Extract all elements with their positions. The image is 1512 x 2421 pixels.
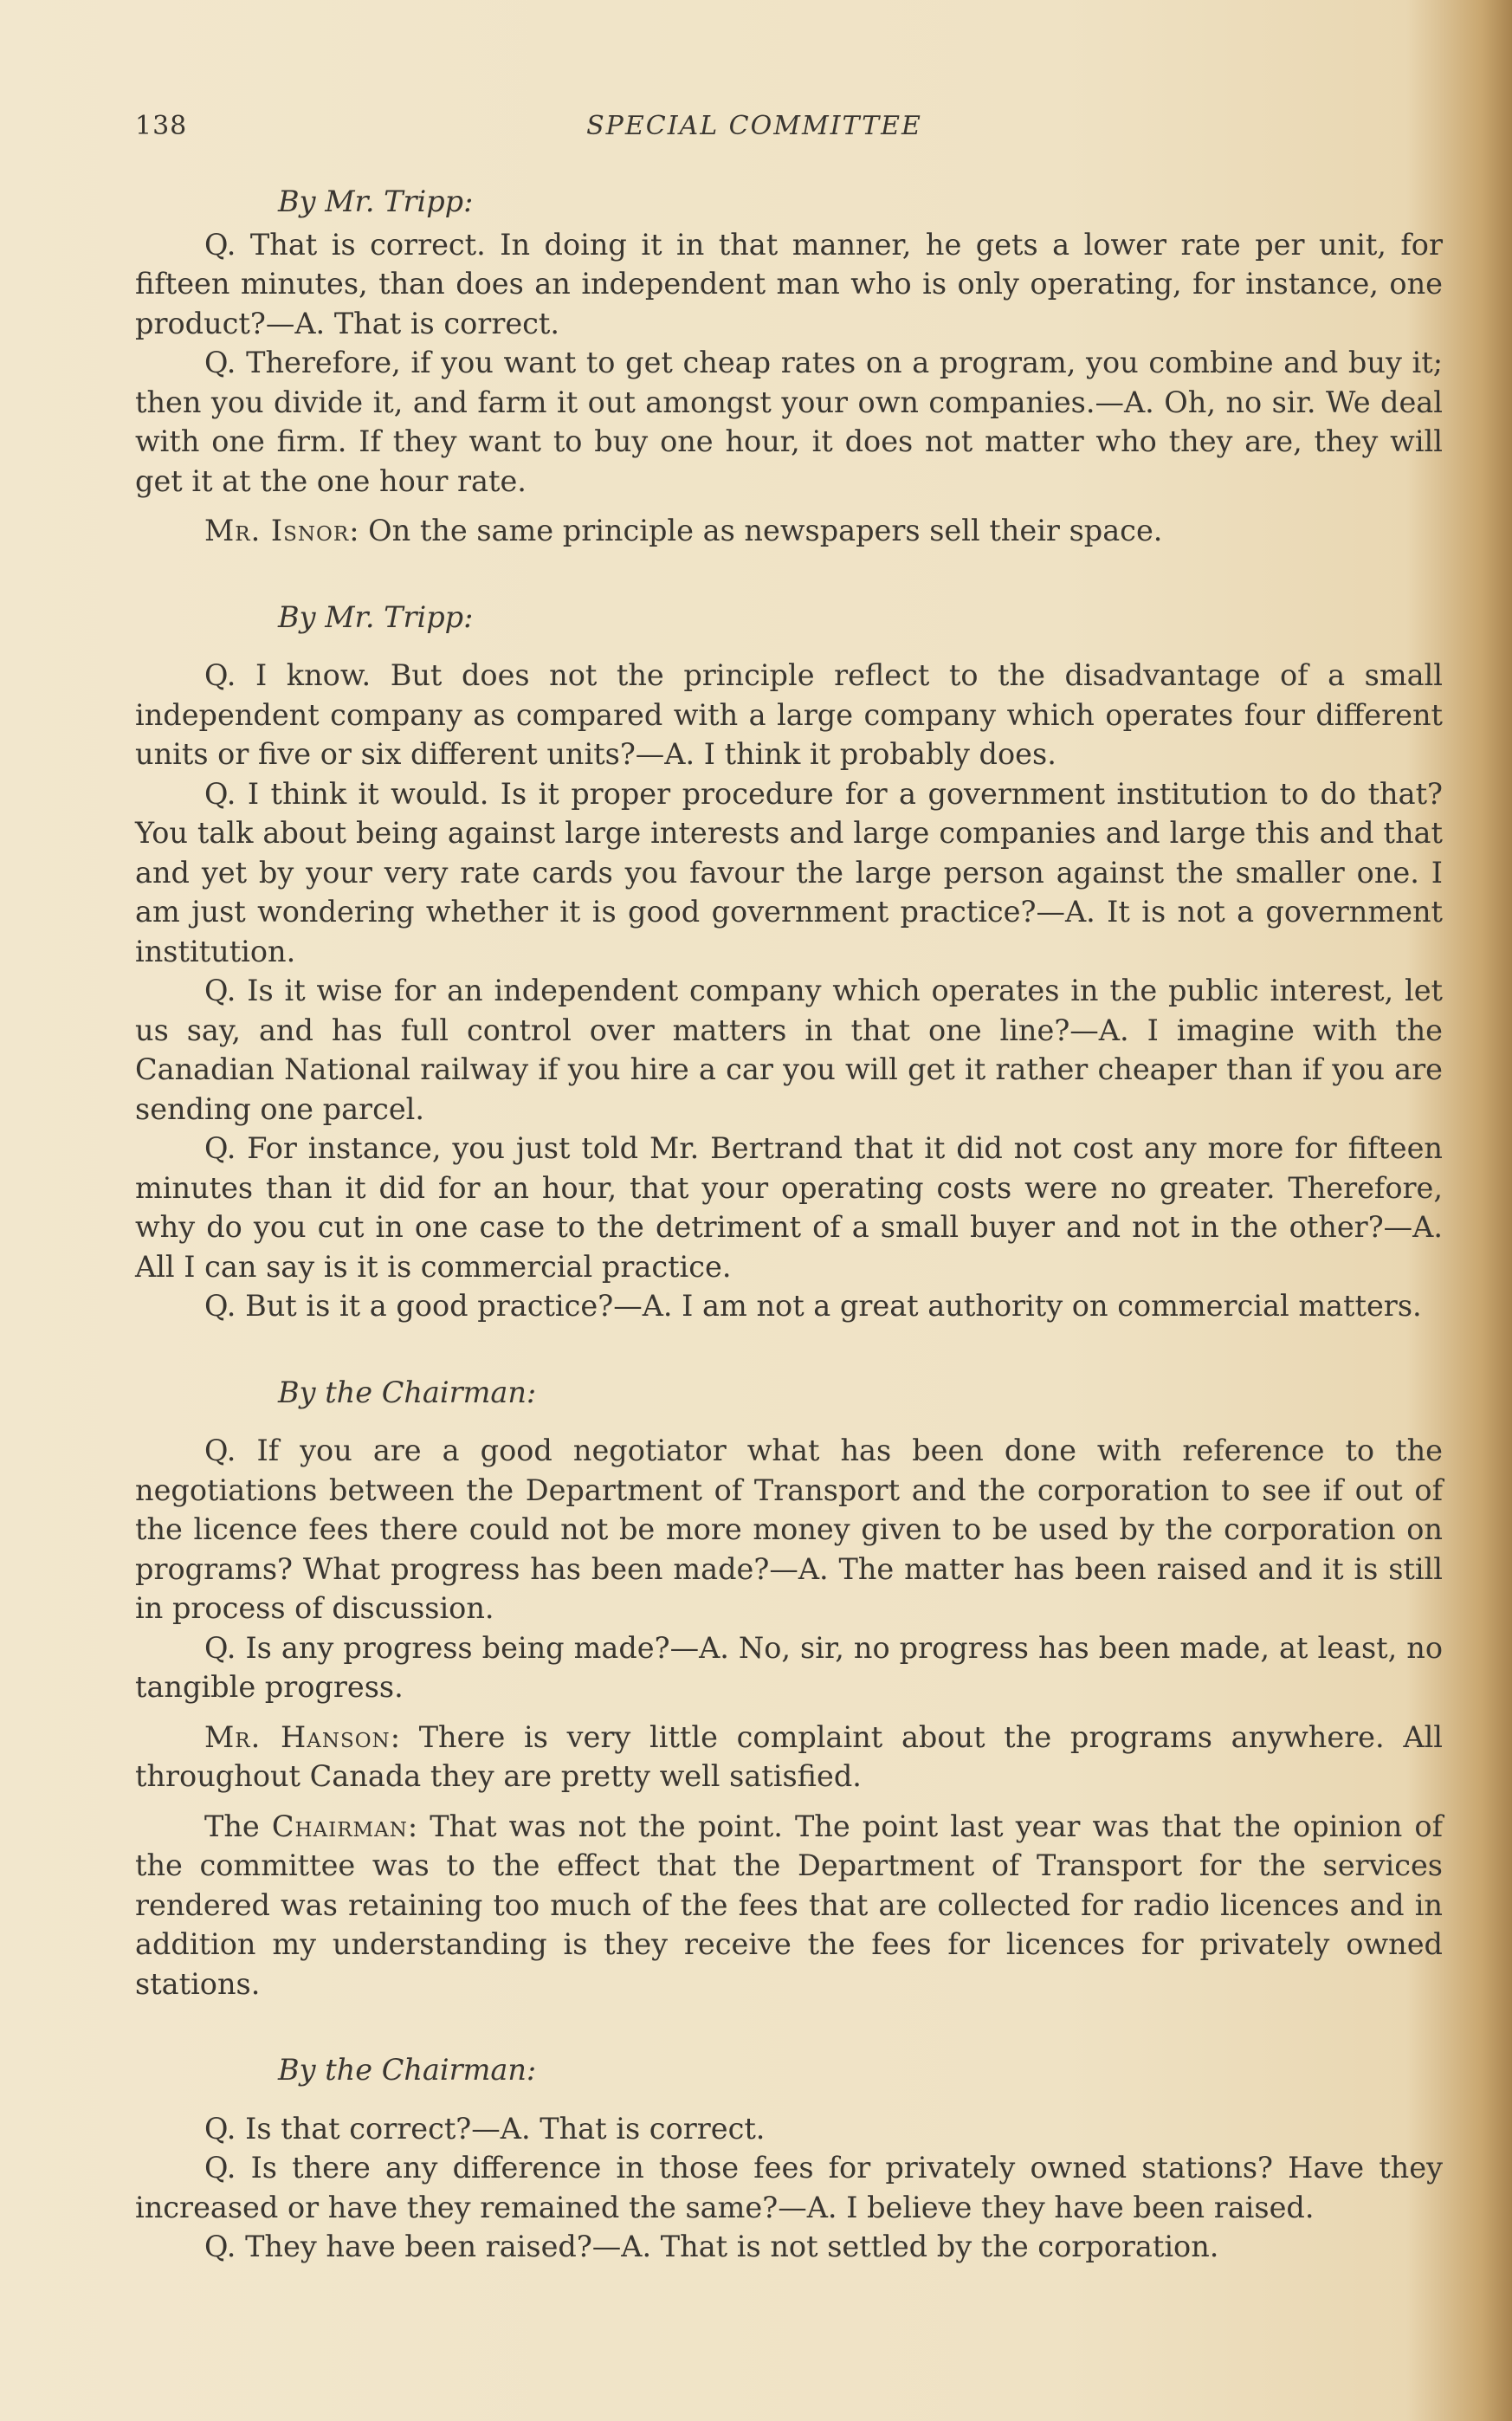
paragraph-7: Q. For instance, you just told Mr. Bertrand that it did not cost any more for fifteen minutes than it did for an hour, that your operating costs were no greater. Therefore, why do you cut in one case to the detriment of a small buyer and not in the other?—A. All I can say is it is commercial practice.	[135, 1131, 1443, 1284]
paragraph-2: Q. Therefore, if you want to get cheap rates on a program, you combine and buy it; then you divide it, and farm it out amongst your own companies.—A. Oh, no sir. We deal with one firm. If they want to buy one hour, it does not matter who they are, they will get it at the one hour rate.	[135, 346, 1443, 498]
section-heading-chairman-2: By the Chairman:	[278, 2053, 537, 2087]
paragraph-3	[135, 511, 1443, 551]
page-body	[135, 182, 1443, 2267]
paragraph-10: Q. Is any progress being made?—A. No, sir, no progress has been made, at least, no tangible progress.	[135, 1630, 1443, 1704]
section-heading-chairman-1: By the Chairman:	[278, 1375, 537, 1409]
paragraph-4: Q. I know. But does not the principle reflect to the disadvantage of a small independent company as compared with a large company which operates four different units or five or six different units?—A. I think it probably does.	[135, 658, 1443, 771]
paragraph-13: Q. Is that correct?—A. That is correct.	[204, 2111, 766, 2146]
paragraph-12-text: : That was not the point. The point last year was that the opinion of the committee was to the effect that the Department of Transport for the services rendered was retaining too much of the fees that are collected for radio licences and in addition my understanding is they receive the fees for licences for privately owned stations.	[135, 1809, 1443, 2001]
speaker-chairman: Chairman	[271, 1809, 408, 1843]
page-header	[135, 111, 1469, 154]
paragraph-12-prefix: The	[204, 1809, 272, 1843]
paragraph-12	[135, 1807, 1443, 2004]
paragraph-8: Q. But is it a good practice?—A. I am not a great authority on commercial matters.	[204, 1289, 1422, 1323]
paragraph-14: Q. Is there any difference in those fees for privately owned stations? Have they increased or have they remained the same?—A. I believe they have been raised.	[135, 2151, 1443, 2224]
section-heading-tripp-1: By Mr. Tripp:	[278, 184, 474, 218]
speaker-isnor: Mr. Isnor	[204, 514, 350, 547]
paragraph-15: Q. They have been raised?—A. That is not settled by the corporation.	[204, 2230, 1219, 2263]
section-heading-tripp-2: By Mr. Tripp:	[278, 599, 474, 634]
paragraph-1: Q. That is correct. In doing it in that manner, he gets a lower rate per unit, for fifteen minutes, than does an independent man who is only operating, for instance, one product?—A. That is correct.	[135, 227, 1443, 340]
paragraph-3-text: : On the same principle as newspapers sell their space.	[349, 514, 1163, 547]
page-number: 138	[135, 111, 188, 141]
speaker-hanson: Mr. Hanson	[204, 1719, 391, 1754]
running-title: SPECIAL COMMITTEE	[586, 111, 922, 141]
paragraph-9: Q. If you are a good negotiator what has been done with reference to the negotiations between the Department of Transport and the corporation to see if out of the licence fees there could not be more money given to be used by the corporation on programs? What progress has been made?—A. The matter has been raised and it is still in process of discussion.	[135, 1434, 1443, 1625]
paragraph-11	[135, 1718, 1443, 1796]
paragraph-6: Q. Is it wise for an independent company which operates in the public interest, let us say, and has full control over matters in that one line?—A. I imagine with the Canadian National railway if you hire a car you will get it rather cheaper than if you are sending one parcel.	[135, 974, 1443, 1126]
paragraph-5: Q. I think it would. Is it proper procedure for a government institution to do that? You talk about being against large interests and large companies and large this and that and yet by your very rate cards you favour the large person against the smaller one. I am just wondering whether it is good government practice?—A. It is not a government institution.	[135, 776, 1443, 968]
paragraph-11-text: : There is very little complaint about the programs anywhere. All throughout Canada they are pretty well satisfied.	[135, 1719, 1443, 1793]
